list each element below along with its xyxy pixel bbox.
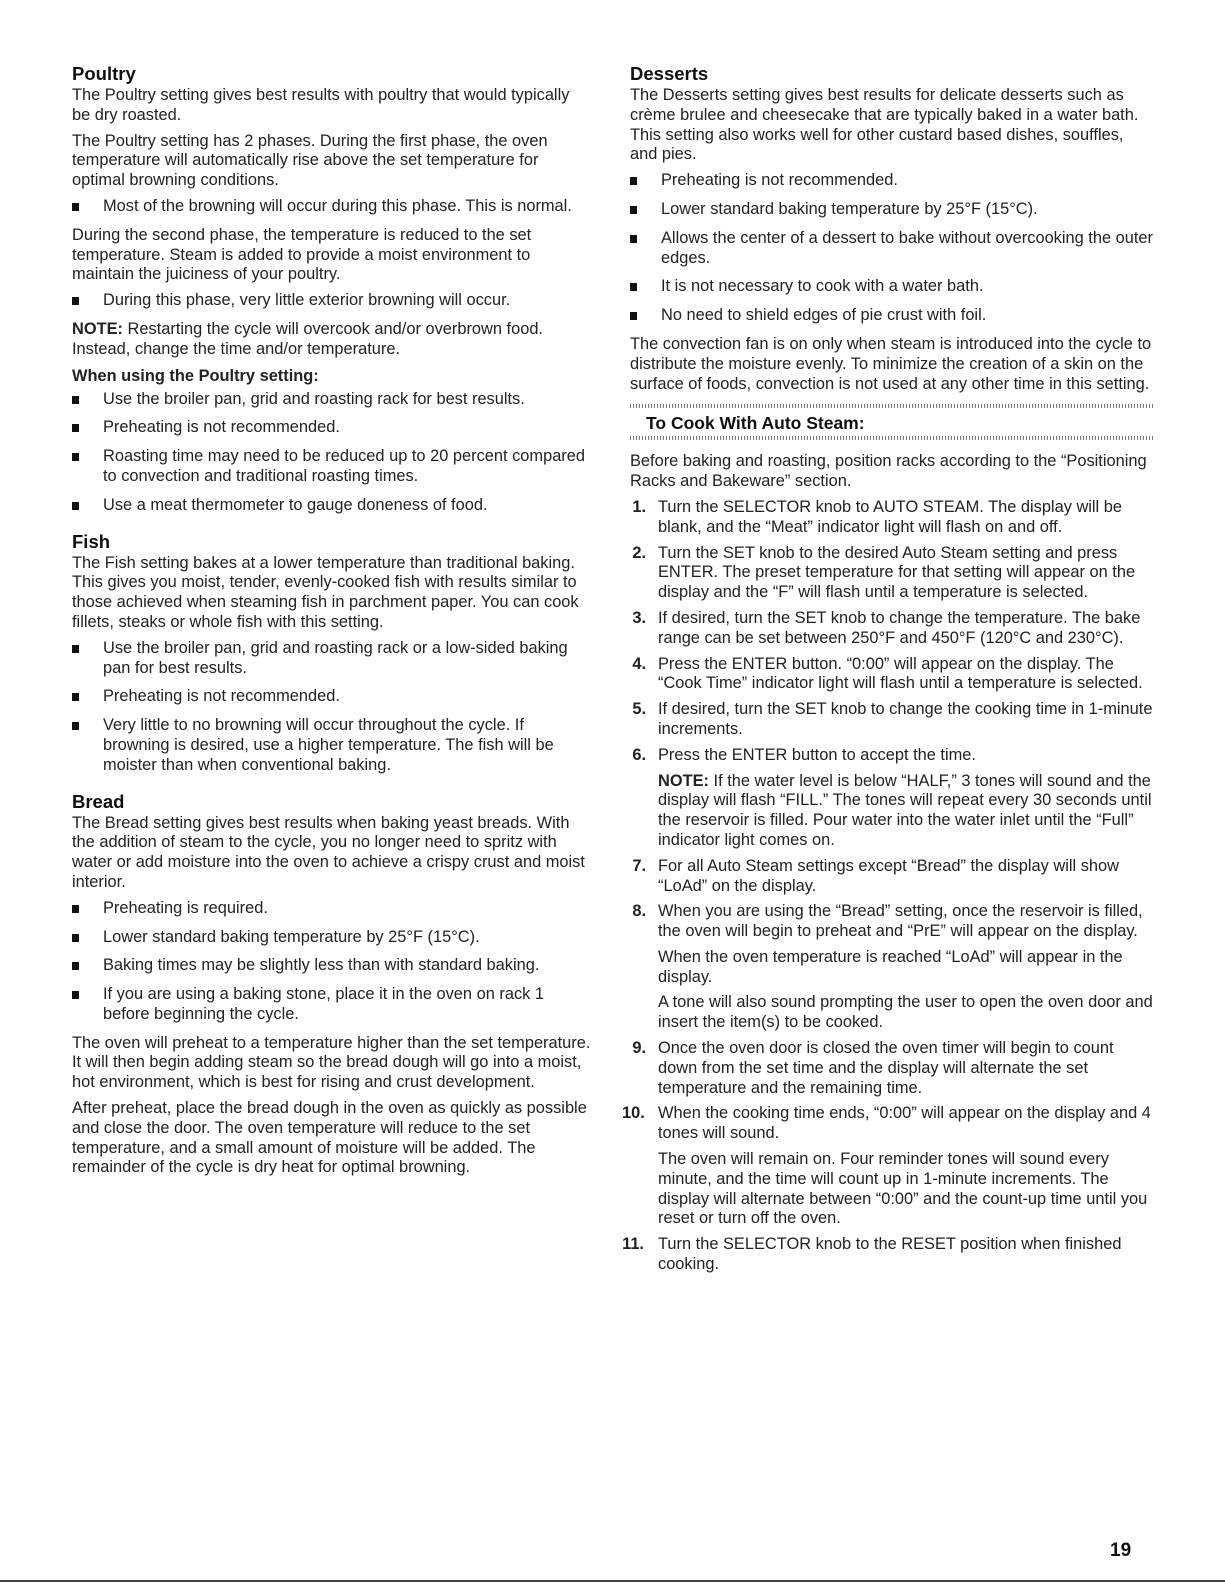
list-item: Preheating is required. <box>72 899 592 919</box>
bread-paragraph-3: After preheat, place the bread dough in the oven as quickly as possible and close the door. The oven temperature will reduce to the set temperature, and a small amount of moisture will be added. The remainder of the cycle is dry heat for optimal browning. <box>72 1099 587 1177</box>
step-subparagraph: A tone will also sound prompting the user to open the oven door and insert the item(s) to be cooked. <box>658 993 1153 1032</box>
bullet-icon <box>630 235 637 243</box>
list-item: 1. Turn the SELECTOR knob to AUTO STEAM. The display will be blank, and the “Meat” indicator light will flash on and off. <box>632 497 1122 536</box>
note-label: NOTE: <box>658 771 709 790</box>
list-item: Use the broiler pan, grid and roasting rack for best results. <box>72 390 592 410</box>
fish-tips-list <box>72 639 592 776</box>
bullet-icon <box>630 206 637 214</box>
list-item: It is not necessary to cook with a water bath. <box>630 277 1155 297</box>
step-note: NOTE: If the water level is below “HALF,” 3 tones will sound and the display will flash “FILL.” The tones will repeat every 30 seconds until the reservoir is filled. Pour water into the water inlet until the “Full” indicator light comes on. <box>658 771 1152 849</box>
auto-steam-title: To Cook With Auto Steam: <box>646 413 865 434</box>
list-item: Roasting time may need to be reduced up to 20 percent compared to convection and traditional roasting times. <box>72 447 592 487</box>
desserts-paragraph-2: The convection fan is on only when steam is introduced into the cycle to distribute the moisture evenly. To minimize the creation of a skin on the surface of foods, convection is not used at any other time in this setting. <box>630 334 1152 393</box>
bullet-icon <box>72 453 79 461</box>
list-item: Baking times may be slightly less than with standard baking. <box>72 956 592 976</box>
auto-steam-intro: Before baking and roasting, position racks according to the “Positioning Racks and Bakeware” section. <box>630 452 1147 491</box>
list-item: Very little to no browning will occur throughout the cycle. If browning is desired, use a higher temperature. The fish will be moister than when conventional baking. <box>72 716 592 775</box>
right-column <box>622 62 1155 1281</box>
bullet-icon <box>72 203 79 211</box>
poultry-paragraph-1: The Poultry setting gives best results with poultry that would typically be dry roasted. <box>72 86 570 124</box>
list-item: 10. When the cooking time ends, “0:00” will appear on the display and 4 tones will sound. The oven will remain on. Four reminder tones will sound every minute, and the time will count up in 1-minute increments. The display will alternate between “0:00” and the count-up time until you reset or turn off the oven. <box>630 1104 1155 1229</box>
list-item: 6. Press the ENTER button to accept the time. NOTE: If the water level is below “HALF,” 3 tones will sound and the display will flash “FILL.” The tones will repeat every 30 seconds until the reservoir is filled. Pour water into the water inlet until the “Full” indicator light comes on. <box>630 746 1155 851</box>
bullet-icon <box>72 645 79 653</box>
list-item: No need to shield edges of pie crust with foil. <box>630 306 1155 326</box>
poultry-paragraph-3: During the second phase, the temperature is reduced to the set temperature. Steam is added to provide a moist environment to maintain the juiciness of your poultry. <box>72 225 532 284</box>
desserts-heading: Desserts <box>630 63 709 84</box>
poultry-heading: Poultry <box>72 63 136 84</box>
bottom-rule <box>0 1580 1225 1582</box>
list-item: Preheating is not recommended. <box>72 418 592 438</box>
list-item: Use the broiler pan, grid and roasting rack or a low-sided baking pan for best results. <box>72 639 592 679</box>
poultry-note: NOTE: Restarting the cycle will overcook and/or overbrown food. Instead, change the time and/or temperature. <box>72 319 543 358</box>
bullet-icon <box>72 905 79 913</box>
list-item: Preheating is not recommended. <box>72 687 592 707</box>
list-item: 2. Turn the SET knob to the desired Auto Steam setting and press ENTER. The preset temperature for that setting will appear on the display and the “F” will flash until a temperature is selected. <box>632 543 1136 602</box>
list-item: 11. Turn the SELECTOR knob to the RESET position when finished cooking. <box>622 1235 1122 1274</box>
list-item: 9. Once the oven door is closed the oven timer will begin to count down from the set time and the display will alternate the set temperature and the remaining time. <box>632 1039 1114 1097</box>
bullet-icon <box>72 722 79 730</box>
bullet-icon <box>72 693 79 701</box>
page-number: 19 <box>1110 1540 1132 1561</box>
list-item: 5. If desired, turn the SET knob to change the cooking time in 1-minute increments. <box>632 700 1153 738</box>
left-column <box>72 62 592 1184</box>
section-divider-top <box>630 404 1155 408</box>
bullet-icon <box>630 177 637 185</box>
list-item: Use a meat thermometer to gauge doneness of food. <box>72 496 592 516</box>
step-subparagraph: When the oven temperature is reached “LoAd” will appear in the display. <box>658 947 1123 986</box>
list-item: 3. If desired, turn the SET knob to change the temperature. The bake range can be set between 250°F and 450°F (120°C and 230°C). <box>632 608 1141 647</box>
poultry-phase2-list <box>72 291 592 311</box>
bread-tips-list <box>72 899 592 1025</box>
list-item: If you are using a baking stone, place it in the oven on rack 1 before beginning the cycle. <box>72 985 592 1025</box>
list-item: 7. For all Auto Steam settings except “Bread” the display will show “LoAd” on the display. <box>632 856 1119 895</box>
poultry-subhead: When using the Poultry setting: <box>72 366 319 385</box>
list-item: During this phase, very little exterior browning will occur. <box>72 291 592 311</box>
list-item: 4. Press the ENTER button. “0:00” will appear on the display. The “Cook Time” indicator light will flash until a temperature is selected. <box>632 654 1143 693</box>
desserts-paragraph-1: The Desserts setting gives best results for delicate desserts such as crème brulee and cheesecake that are typically baked in a water bath. This setting also works well for other custard based dishes, souffles, and pies. <box>630 86 1139 164</box>
bullet-icon <box>630 283 637 291</box>
auto-steam-steps <box>622 497 1155 1275</box>
section-divider-bottom <box>630 436 1155 440</box>
bullet-icon <box>72 502 79 510</box>
list-item: 8. When you are using the “Bread” setting, once the reservoir is filled, the oven will begin to preheat and “PrE” will appear on the display. When the oven temperature is reached “LoAd” will appear in the display. A tone will also sound prompting the user to open the oven door and insert the item(s) to be cooked. <box>630 902 1155 1033</box>
bread-paragraph-1: The Bread setting gives best results when baking yeast breads. With the addition of steam to the cycle, you no longer need to spritz with water or add moisture into the oven to achieve a crispy crust and moist interior. <box>72 813 585 891</box>
desserts-tips-list <box>630 171 1155 326</box>
fish-heading: Fish <box>72 530 111 552</box>
list-item: Allows the center of a dessert to bake without overcooking the outer edges. <box>630 229 1155 269</box>
bullet-icon <box>72 934 79 942</box>
list-item: Lower standard baking temperature by 25°F (15°C). <box>72 928 592 948</box>
bullet-icon <box>72 297 79 305</box>
poultry-tips-list <box>72 390 592 516</box>
fish-paragraph-1: The Fish setting bakes at a lower temperature than traditional baking. This gives you moist, tender, evenly-cooked fish with results similar to those achieved when steaming fish in parchment paper. You can cook fillets, steaks or whole fish with this setting. <box>72 553 579 631</box>
poultry-phase1-list <box>72 197 592 217</box>
list-item: Most of the browning will occur during this phase. This is normal. <box>72 197 592 217</box>
bullet-icon <box>72 991 79 999</box>
list-item: Preheating is not recommended. <box>630 171 1155 191</box>
bullet-icon <box>630 312 637 320</box>
bread-paragraph-2: The oven will preheat to a temperature higher than the set temperature. It will then begin adding steam so the bread dough will go into a moist, hot environment, which is best for rising and crust development. <box>72 1033 591 1092</box>
list-item: Lower standard baking temperature by 25°F (15°C). <box>630 200 1155 220</box>
poultry-paragraph-2: The Poultry setting has 2 phases. During the first phase, the oven temperature will automatically rise above the set temperature for optimal browning conditions. <box>72 131 548 190</box>
step-subparagraph: The oven will remain on. Four reminder tones will sound every minute, and the time will count up in 1-minute increments. The display will alternate between “0:00” and the count-up time until you reset or turn off the oven. <box>658 1150 1148 1228</box>
bullet-icon <box>72 396 79 404</box>
bread-heading: Bread <box>72 790 125 812</box>
bullet-icon <box>72 962 79 970</box>
note-label: NOTE: <box>72 319 123 338</box>
bullet-icon <box>72 424 79 432</box>
